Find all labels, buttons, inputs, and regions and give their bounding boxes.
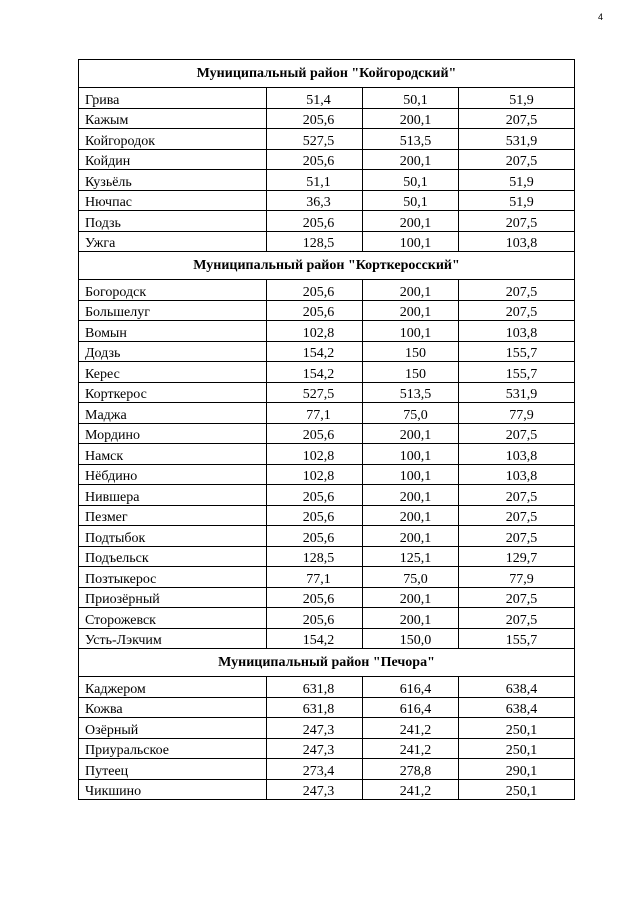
value-3-cell: 51,9 [459, 170, 575, 191]
settlement-name-cell: Керес [79, 362, 267, 383]
table-row [79, 321, 575, 342]
table-row [79, 779, 575, 800]
value-3-cell: 207,5 [459, 149, 575, 170]
value-1-cell: 154,2 [267, 341, 363, 362]
table-row [79, 546, 575, 567]
value-2-cell: 200,1 [363, 505, 459, 526]
value-1-cell: 205,6 [267, 423, 363, 444]
value-3-cell: 77,9 [459, 567, 575, 588]
value-2-cell: 50,1 [363, 190, 459, 211]
table-row [79, 587, 575, 608]
settlement-name-cell: Усть-Лэкчим [79, 628, 267, 649]
settlement-name-cell: Додзь [79, 341, 267, 362]
value-1-cell: 205,6 [267, 149, 363, 170]
value-3-cell: 103,8 [459, 321, 575, 342]
value-1-cell: 154,2 [267, 628, 363, 649]
settlement-name-cell: Подзь [79, 211, 267, 232]
settlement-name-cell: Подтыбок [79, 526, 267, 547]
settlement-name-cell: Нившера [79, 485, 267, 506]
value-3-cell: 250,1 [459, 718, 575, 739]
table-row [79, 362, 575, 383]
value-2-cell: 75,0 [363, 567, 459, 588]
settlement-name-cell: Койдин [79, 149, 267, 170]
table-body [79, 60, 575, 800]
section-title: Муниципальный район "Койгородский" [79, 60, 575, 88]
value-2-cell: 278,8 [363, 759, 459, 780]
table-row [79, 738, 575, 759]
value-1-cell: 77,1 [267, 567, 363, 588]
value-3-cell: 531,9 [459, 129, 575, 150]
settlement-name-cell: Нючпас [79, 190, 267, 211]
value-2-cell: 200,1 [363, 280, 459, 301]
value-3-cell: 103,8 [459, 231, 575, 252]
table-row [79, 341, 575, 362]
value-3-cell: 155,7 [459, 341, 575, 362]
value-1-cell: 51,4 [267, 88, 363, 109]
value-3-cell: 207,5 [459, 211, 575, 232]
value-1-cell: 154,2 [267, 362, 363, 383]
settlement-name-cell: Койгородок [79, 129, 267, 150]
value-2-cell: 50,1 [363, 170, 459, 191]
value-2-cell: 150 [363, 341, 459, 362]
value-1-cell: 77,1 [267, 403, 363, 424]
value-2-cell: 200,1 [363, 608, 459, 629]
value-2-cell: 100,1 [363, 231, 459, 252]
section-title: Муниципальный район "Печора" [79, 649, 575, 677]
value-2-cell: 100,1 [363, 321, 459, 342]
value-1-cell: 128,5 [267, 546, 363, 567]
value-3-cell: 51,9 [459, 88, 575, 109]
value-1-cell: 205,6 [267, 485, 363, 506]
value-3-cell: 51,9 [459, 190, 575, 211]
value-1-cell: 247,3 [267, 779, 363, 800]
value-2-cell: 200,1 [363, 587, 459, 608]
value-1-cell: 102,8 [267, 321, 363, 342]
value-2-cell: 50,1 [363, 88, 459, 109]
value-2-cell: 616,4 [363, 677, 459, 698]
settlement-name-cell: Вомын [79, 321, 267, 342]
table-row [79, 280, 575, 301]
value-2-cell: 125,1 [363, 546, 459, 567]
value-1-cell: 527,5 [267, 382, 363, 403]
table-row [79, 526, 575, 547]
table-row [79, 444, 575, 465]
value-3-cell: 207,5 [459, 608, 575, 629]
value-3-cell: 207,5 [459, 108, 575, 129]
table-row [79, 697, 575, 718]
table-row [79, 759, 575, 780]
value-2-cell: 200,1 [363, 211, 459, 232]
settlement-name-cell: Позтыкерос [79, 567, 267, 588]
value-2-cell: 200,1 [363, 108, 459, 129]
settlement-name-cell: Пезмег [79, 505, 267, 526]
value-2-cell: 100,1 [363, 444, 459, 465]
value-3-cell: 103,8 [459, 444, 575, 465]
value-1-cell: 205,6 [267, 587, 363, 608]
settlement-name-cell: Кажым [79, 108, 267, 129]
value-2-cell: 200,1 [363, 526, 459, 547]
section-title: Муниципальный район "Корткеросский" [79, 252, 575, 280]
table-row [79, 211, 575, 232]
value-1-cell: 247,3 [267, 738, 363, 759]
tariff-table [78, 59, 575, 800]
value-2-cell: 200,1 [363, 423, 459, 444]
value-2-cell: 200,1 [363, 300, 459, 321]
table-row [79, 149, 575, 170]
table-row [79, 423, 575, 444]
value-2-cell: 513,5 [363, 382, 459, 403]
settlement-name-cell: Большелуг [79, 300, 267, 321]
value-1-cell: 102,8 [267, 444, 363, 465]
value-1-cell: 205,6 [267, 526, 363, 547]
settlement-name-cell: Мордино [79, 423, 267, 444]
settlement-name-cell: Приозёрный [79, 587, 267, 608]
value-1-cell: 205,6 [267, 211, 363, 232]
table-row [79, 608, 575, 629]
value-1-cell: 36,3 [267, 190, 363, 211]
settlement-name-cell: Кузьёль [79, 170, 267, 191]
settlement-name-cell: Подъельск [79, 546, 267, 567]
settlement-name-cell: Намск [79, 444, 267, 465]
value-1-cell: 205,6 [267, 108, 363, 129]
value-3-cell: 207,5 [459, 300, 575, 321]
settlement-name-cell: Озёрный [79, 718, 267, 739]
table-row [79, 88, 575, 109]
value-2-cell: 241,2 [363, 718, 459, 739]
value-2-cell: 200,1 [363, 485, 459, 506]
value-1-cell: 205,6 [267, 505, 363, 526]
value-1-cell: 527,5 [267, 129, 363, 150]
settlement-name-cell: Каджером [79, 677, 267, 698]
page-number: 4 [598, 12, 604, 22]
table-row [79, 505, 575, 526]
value-1-cell: 631,8 [267, 677, 363, 698]
value-3-cell: 207,5 [459, 280, 575, 301]
table-row [79, 567, 575, 588]
table-row [79, 108, 575, 129]
table-row [79, 718, 575, 739]
settlement-name-cell: Сторожевск [79, 608, 267, 629]
table-row [79, 403, 575, 424]
section-header-row [79, 252, 575, 280]
value-3-cell: 531,9 [459, 382, 575, 403]
value-3-cell: 129,7 [459, 546, 575, 567]
value-3-cell: 638,4 [459, 677, 575, 698]
value-2-cell: 150,0 [363, 628, 459, 649]
value-3-cell: 290,1 [459, 759, 575, 780]
settlement-name-cell: Маджа [79, 403, 267, 424]
value-1-cell: 247,3 [267, 718, 363, 739]
value-3-cell: 207,5 [459, 423, 575, 444]
value-1-cell: 128,5 [267, 231, 363, 252]
value-2-cell: 513,5 [363, 129, 459, 150]
value-1-cell: 102,8 [267, 464, 363, 485]
table-row [79, 170, 575, 191]
value-3-cell: 250,1 [459, 779, 575, 800]
value-2-cell: 241,2 [363, 779, 459, 800]
table-row [79, 190, 575, 211]
value-1-cell: 205,6 [267, 608, 363, 629]
settlement-name-cell: Грива [79, 88, 267, 109]
value-3-cell: 155,7 [459, 362, 575, 383]
value-1-cell: 205,6 [267, 280, 363, 301]
value-3-cell: 638,4 [459, 697, 575, 718]
table-row [79, 628, 575, 649]
settlement-name-cell: Кожва [79, 697, 267, 718]
value-3-cell: 103,8 [459, 464, 575, 485]
settlement-name-cell: Путеец [79, 759, 267, 780]
value-3-cell: 207,5 [459, 505, 575, 526]
settlement-name-cell: Корткерос [79, 382, 267, 403]
value-3-cell: 77,9 [459, 403, 575, 424]
value-3-cell: 207,5 [459, 587, 575, 608]
settlement-name-cell: Богородск [79, 280, 267, 301]
value-3-cell: 155,7 [459, 628, 575, 649]
value-2-cell: 241,2 [363, 738, 459, 759]
value-2-cell: 150 [363, 362, 459, 383]
settlement-name-cell: Чикшино [79, 779, 267, 800]
table-row [79, 677, 575, 698]
section-header-row [79, 649, 575, 677]
value-3-cell: 250,1 [459, 738, 575, 759]
value-2-cell: 616,4 [363, 697, 459, 718]
value-3-cell: 207,5 [459, 485, 575, 506]
value-1-cell: 273,4 [267, 759, 363, 780]
table-row [79, 231, 575, 252]
value-2-cell: 200,1 [363, 149, 459, 170]
table-row [79, 382, 575, 403]
value-2-cell: 100,1 [363, 464, 459, 485]
table-row [79, 464, 575, 485]
value-1-cell: 631,8 [267, 697, 363, 718]
value-1-cell: 205,6 [267, 300, 363, 321]
table-row [79, 485, 575, 506]
settlement-name-cell: Ужга [79, 231, 267, 252]
value-3-cell: 207,5 [459, 526, 575, 547]
value-1-cell: 51,1 [267, 170, 363, 191]
table-row [79, 300, 575, 321]
table-row [79, 129, 575, 150]
settlement-name-cell: Нёбдино [79, 464, 267, 485]
settlement-name-cell: Приуральское [79, 738, 267, 759]
section-header-row [79, 60, 575, 88]
value-2-cell: 75,0 [363, 403, 459, 424]
